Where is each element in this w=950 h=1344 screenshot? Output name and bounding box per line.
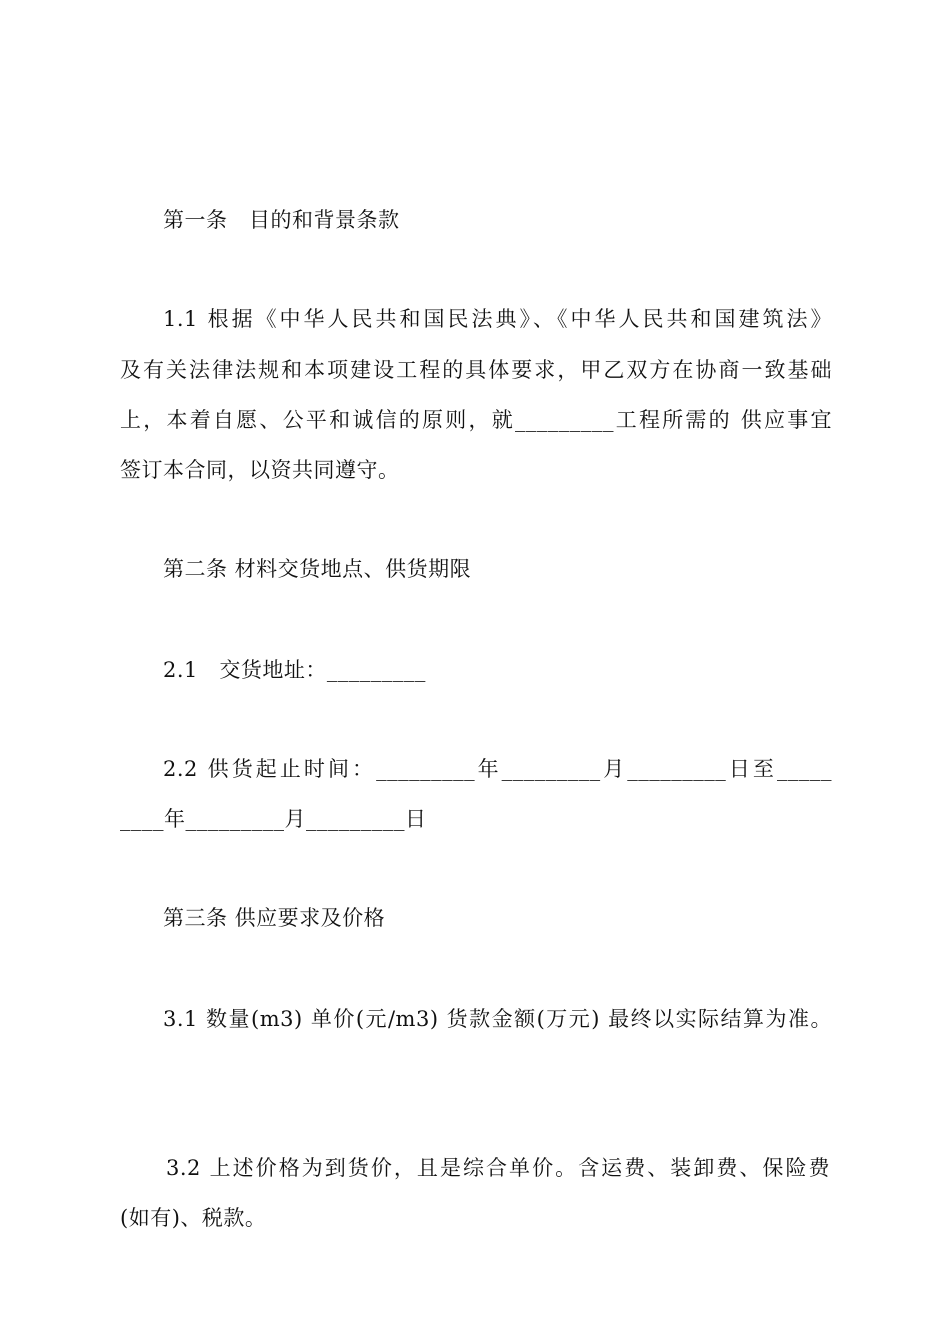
article-3-heading: 第三条 供应要求及价格 bbox=[163, 906, 386, 930]
article-1-heading: 第一条 目的和背景条款 bbox=[163, 208, 400, 232]
para-3-1: 3.1 数量(m3) 单价(元/m3) 货款金额(万元) 最终以实际结算为准。 bbox=[163, 1007, 832, 1031]
para-2-2-line-2: ____年_________月_________日 bbox=[120, 807, 427, 831]
para-1-1-line-2: 及有关法律法规和本项建设工程的具体要求，甲乙双方在协商一致基础 bbox=[120, 358, 832, 382]
para-2-2-line-1: 2.2 供货起止时间：_________年_________月_________日至_____ bbox=[163, 757, 832, 781]
para-1-1-line-4: 签订本合同，以资共同遵守。 bbox=[120, 458, 400, 482]
para-2-1: 2.1 交货地址：_________ bbox=[163, 658, 426, 682]
para-1-1-line-3: 上，本着自愿、公平和诚信的原则，就_________工程所需的 供应事宜 bbox=[120, 408, 832, 432]
para-3-2-line-1: 3.2 上述价格为到货价，且是综合单价。含运费、装卸费、保险费 bbox=[166, 1156, 830, 1180]
para-3-2-line-2: (如有)、税款。 bbox=[120, 1206, 267, 1230]
article-2-heading: 第二条 材料交货地点、供货期限 bbox=[163, 557, 472, 581]
para-1-1-line-1: 1.1 根据《中华人民共和国民法典》、《中华人民共和国建筑法》 bbox=[163, 307, 832, 331]
